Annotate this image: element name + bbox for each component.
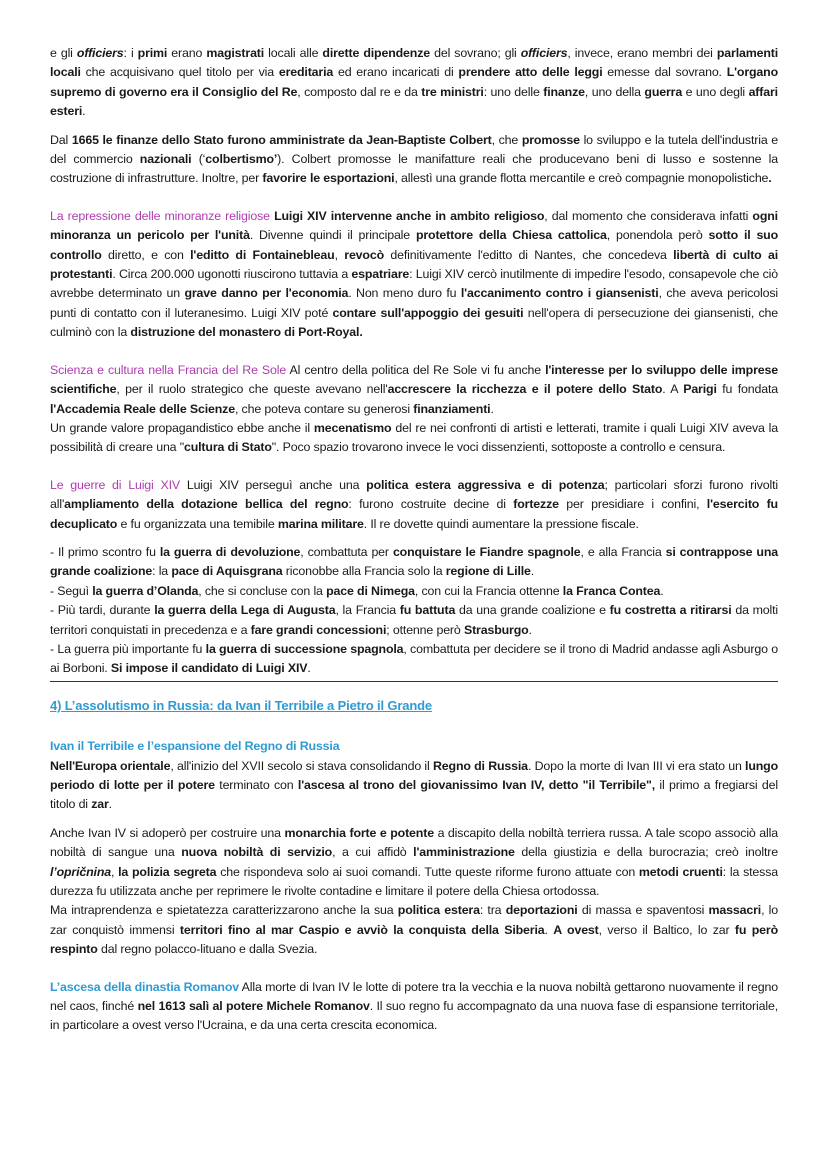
text-run: ed erano incaricati di (333, 65, 459, 80)
text-run: e uno degli (682, 84, 749, 99)
text-run: L'organo supremo di governo era il Consiglio del Re (50, 65, 778, 99)
text-run: , e alla Francia (580, 544, 666, 559)
paragraph (50, 978, 778, 1036)
text-run: . Non meno duro fu (348, 286, 461, 301)
text-run: Parigi (683, 382, 717, 397)
text-run: nel 1613 salì al potere Michele Romanov (137, 999, 370, 1014)
text-run: - Il primo scontro fu (50, 544, 160, 559)
text-run: . (528, 622, 532, 637)
text-run: da una grande coalizione e (455, 603, 610, 618)
text-run: promosse (521, 132, 580, 147)
text-run: della giustizia e della burocrazia; creò inoltre (514, 845, 778, 860)
subsection-heading: Scienza e cultura nella Francia del Re Sole (50, 362, 287, 377)
text-run: la guerra d’Olanda (92, 583, 199, 598)
text-run: , che (491, 132, 522, 147)
text-run: erano (167, 46, 207, 60)
text-run: parlamenti locali (50, 46, 779, 80)
paragraph (50, 757, 778, 815)
text-run: conquistare le Fiandre spagnole (392, 544, 581, 559)
paragraph (50, 640, 778, 679)
text-run: finanze (543, 84, 585, 99)
text-run: prendere atto delle leggi (458, 65, 603, 80)
paragraph (50, 824, 778, 902)
text-run: lo sviluppo e la tutela dell'industria e del commercio (50, 132, 779, 167)
text-run: , a cui affidò (332, 845, 414, 860)
text-run: : la stessa durezza fu utilizzata anche per reprimere le rivolte contadine e limitare il potere della Chiesa ortodossa. (50, 864, 778, 899)
text-run: , (334, 247, 345, 262)
text-run: Nell'Europa orientale (50, 758, 171, 773)
text-run: . Il re dovette quindi aumentare la pressione fiscale. (363, 516, 639, 531)
section-heading-russia: 4) L’assolutismo in Russia: da Ivan il Terribile a Pietro il Grande (50, 697, 432, 713)
text-run: Ma intraprendenza e spietatezza caratterizzarono anche la sua (50, 903, 398, 918)
text-run: diretto, e con (101, 247, 191, 262)
text-run: la guerra di devoluzione (159, 544, 301, 559)
text-run: . Dopo la morte di Ivan III vi era stato un (527, 758, 746, 773)
document-page (50, 44, 778, 1045)
paragraph (50, 131, 778, 189)
text-run: ). Colbert promosse le manifatture reali che producevano beni di lusso e sostenne la costruzione di infrastrutture. Inoltre, per (50, 152, 778, 186)
text-run: magistrati (206, 46, 265, 60)
text-run: : tra (479, 903, 506, 918)
text-run: guerra (644, 84, 683, 99)
text-run: deportazioni (505, 903, 578, 918)
text-run: Strasburgo (463, 622, 529, 637)
text-run: fare grandi concessioni (250, 622, 387, 637)
text-run: accrescere la ricchezza e il potere dello Stato (387, 382, 663, 397)
paragraph (50, 543, 778, 582)
text-run: affari esteri (50, 84, 778, 119)
text-run: . (660, 583, 664, 598)
text-run: che rispondeva solo ai suoi comandi. Tutte queste riforme furono attuate con (216, 864, 639, 879)
paragraph (50, 901, 778, 959)
text-run: A ovest (553, 922, 599, 937)
text-run: monarchia forte e potente (284, 825, 434, 840)
text-run: fu costretta a ritirarsi (609, 603, 732, 618)
text-run: Al centro della politica del Re Sole vi fu anche (286, 362, 546, 377)
text-run: ; particolari sforzi furono rivolti all' (50, 477, 778, 512)
text-run: . Circa 200.000 ugonotti riuscirono tuttavia a (112, 267, 352, 282)
subsection-heading: La repressione delle minoranze religiose (50, 208, 270, 223)
text-run: l'esercito fu decuplicato (50, 497, 778, 531)
text-run: primi (137, 46, 168, 60)
text-run: , la Francia (335, 603, 400, 618)
text-run: nazionali (139, 152, 192, 167)
text-run: emesse dal sovrano. (602, 65, 727, 80)
text-run: , verso il Baltico, lo zar (598, 922, 735, 937)
text-run: : la (152, 564, 172, 579)
text-run: metodi cruenti (638, 864, 723, 879)
text-run: ". Poco spazio trovarono invece le voci dissenzienti, sottoposte a controllo e censura. (271, 440, 726, 455)
text-run: fu fondata (716, 382, 778, 397)
paragraph (50, 361, 778, 419)
text-run: , (111, 864, 119, 879)
paragraph (50, 419, 778, 458)
text-run: (‘ (191, 152, 206, 167)
text-run: - Più tardi, durante (50, 603, 155, 618)
text-run: - Seguì (50, 583, 93, 598)
section-divider (50, 681, 778, 682)
text-run: favorire le esportazioni (262, 171, 395, 186)
text-run: l'interesse per lo sviluppo delle imprese scientifiche (50, 362, 778, 397)
text-run: dal regno polacco-lituano e dalla Svezia. (97, 942, 318, 957)
text-run: la Franca Contea (562, 583, 661, 598)
text-run: Un grande valore propagandistico ebbe anche il (50, 420, 314, 435)
text-run: l'accanimento contro i giansenisti (460, 286, 659, 301)
text-run: terminato con (214, 778, 298, 792)
text-run: locali alle (264, 46, 323, 60)
text-run: . A (662, 382, 684, 397)
text-run: il primo a fregiarsi del titolo di (50, 778, 778, 812)
text-run: nuova nobiltà di servizio (181, 845, 333, 860)
text-run: . (108, 797, 112, 812)
text-run: , per il ruolo strategico che queste avevano nell' (116, 382, 388, 397)
text-run: e gli (50, 46, 77, 60)
text-run: Dal (50, 132, 72, 147)
russia-section (50, 737, 778, 1036)
text-run: da molti territori conquistati in precedenza e a (50, 603, 779, 637)
paragraph (50, 207, 778, 343)
text-run: revocò (344, 247, 384, 262)
text-run: massacri (708, 903, 762, 918)
text-run: territori fino al mar Caspio e avviò la conquista della Siberia (179, 922, 545, 937)
text-run: , invece, erano membri dei (567, 46, 717, 60)
text-run: finanziamenti (413, 401, 491, 416)
paragraph (50, 44, 778, 122)
text-run: , che poteva contare su generosi (234, 401, 414, 416)
text-run: per presidiare i confini, (558, 497, 707, 512)
text-run: . (530, 564, 535, 579)
text-run: ; ottenne però (386, 622, 464, 637)
text-run: , composto dal re e da (297, 84, 422, 99)
paragraph (50, 737, 778, 756)
text-run: protettore della Chiesa cattolica (415, 228, 607, 243)
text-run: , all'inizio del XVII secolo si stava consolidando il (170, 758, 433, 773)
text-run: libertà di culto ai protestanti (50, 247, 779, 282)
paragraph (50, 476, 778, 534)
text-run: di massa e spaventosi (577, 903, 709, 918)
text-run: l'editto di Fontainebleau (190, 247, 335, 262)
text-run: colbertismo’ (205, 152, 278, 167)
text-run: : i (123, 46, 138, 60)
text-run: Si impose il candidato di Luigi XIV (110, 661, 308, 676)
text-run: Regno di Russia (433, 758, 528, 773)
text-run: . Il suo regno fu accompagnato da una nuova fase di espansione territoriale, in particolare a ovest verso l'Ucraina, e da una certa crescita economica. (50, 999, 778, 1033)
text-run: che acquisivano quel titolo per via (80, 65, 279, 80)
text-run: tre ministri (421, 84, 484, 99)
text-run: politica estera (397, 903, 480, 918)
text-run: Alla morte di Ivan IV le lotte di potere tra la vecchia e la nuova nobiltà gettarono nuovamente il regno nel caos, finché (50, 979, 778, 1014)
text-run: sotto il suo controllo (50, 228, 779, 262)
text-run: la guerra della Lega di Augusta (154, 603, 336, 618)
text-run: officiers (76, 46, 124, 60)
text-run: regione di Lille (445, 564, 531, 579)
text-run: , ponendola però (606, 228, 709, 243)
text-run: , che aveva pericolosi punti di contatto con il luteranesimo. Luigi XIV poté (50, 286, 779, 320)
text-run: , che si concluse con la (198, 583, 327, 598)
text-run: fortezze (513, 497, 559, 512)
text-run: del re nei confronti di artisti e letterati, tramite i quali Luigi XIV aveva la possibilità di creare una " (50, 420, 778, 455)
text-run: zar (91, 797, 109, 812)
text-run: e fu organizzata una temibile (117, 516, 278, 531)
text-run: : Luigi XIV cercò inutilmente di impedire l'esodo, consapevole che ciò avrebbe determinato un (50, 267, 778, 301)
text-run: mecenatismo (313, 420, 392, 435)
text-run: . (544, 922, 554, 937)
text-run: pace di Aquisgrana (171, 564, 283, 579)
text-run: : uno delle (483, 84, 544, 99)
text-run: fu però respinto (50, 922, 778, 957)
text-run: ampliamento della dotazione bellica del regno (64, 497, 349, 512)
paragraph (50, 601, 778, 640)
text-run: officiers (520, 46, 568, 60)
text-run: nell'opera di persecuzione dei giansenisti, che culminò con la (50, 305, 778, 340)
subsection-heading: Ivan il Terribile e l’espansione del Regno di Russia (50, 739, 340, 754)
text-run: riconobbe alla Francia solo la (282, 564, 446, 579)
text-run: , dal momento che considerava infatti (544, 208, 753, 223)
text-run: , uno della (584, 84, 645, 99)
france-section (50, 44, 778, 679)
text-run: Anche Ivan IV si adoperò per costruire una (50, 825, 285, 840)
text-run: la polizia segreta (118, 864, 217, 879)
text-run: si contrappose una grande coalizione (50, 544, 778, 579)
text-run: l'Accademia Reale delle Scienze (50, 401, 235, 416)
text-run: contare sull'appoggio dei gesuiti (332, 305, 524, 320)
subsection-heading: L’ascesa della dinastia Romanov (50, 979, 240, 994)
text-run: ereditaria (278, 65, 334, 80)
text-run: - La guerra più importante fu (50, 641, 206, 656)
text-run: . (82, 104, 86, 119)
text-run: : furono costruite decine di (348, 497, 514, 512)
text-run: , combattuta per (300, 544, 393, 559)
text-run: a discapito della nobiltà terriera russa. A tale scopo associò alla nobiltà di sangue una (50, 825, 778, 860)
paragraph (50, 582, 778, 601)
text-run: espatriare (351, 267, 410, 282)
text-run: , lo zar conquistò immensi (50, 903, 778, 937)
text-run: fu battuta (399, 603, 456, 618)
subsection-heading: Le guerre di Luigi XIV (50, 477, 180, 492)
text-run: la guerra di successione spagnola (205, 641, 404, 656)
text-run: , combattuta per decidere se il trono di Madrid andasse agli Asburgo o ai Borboni. (50, 641, 778, 676)
text-run: l'ascesa al trono del giovanissimo Ivan IV, detto "il Terribile", (297, 778, 656, 792)
text-run: . (490, 401, 494, 416)
text-run: pace di Nimega (326, 583, 415, 598)
text-run: l'amministrazione (413, 845, 515, 860)
text-run: , con cui la Francia ottenne (414, 583, 563, 598)
text-run: Luigi XIV perseguì anche una (180, 477, 367, 492)
text-run: cultura di Stato (183, 440, 272, 455)
text-run: grave danno per l'economia (184, 286, 349, 301)
text-run: ogni minoranza un pericolo per l'unità (50, 208, 778, 243)
text-run: definitivamente l'editto di Nantes, che concedeva (384, 247, 674, 262)
text-run: dirette dipendenze (322, 46, 430, 60)
text-run: Luigi XIV intervenne anche in ambito religioso (274, 208, 545, 223)
text-run: del sovrano; gli (430, 46, 521, 60)
text-run: lungo periodo di lotte per il potere (50, 758, 779, 792)
text-run: . (768, 171, 772, 186)
text-run: 1665 le finanze dello Stato furono amministrate da Jean-Baptiste Colbert (71, 132, 492, 147)
text-run: l’opričnina (50, 864, 111, 879)
text-run: . (307, 661, 311, 676)
text-run: politica estera aggressiva e di potenza (366, 477, 605, 492)
text-run: distruzione del monastero di Port-Royal. (130, 325, 363, 340)
text-run: . Divenne quindi il principale (249, 228, 416, 243)
text-run: , allestì una grande flotta mercantile e creò compagnie monopolistiche (394, 171, 769, 186)
text-run: marina militare (277, 516, 364, 531)
